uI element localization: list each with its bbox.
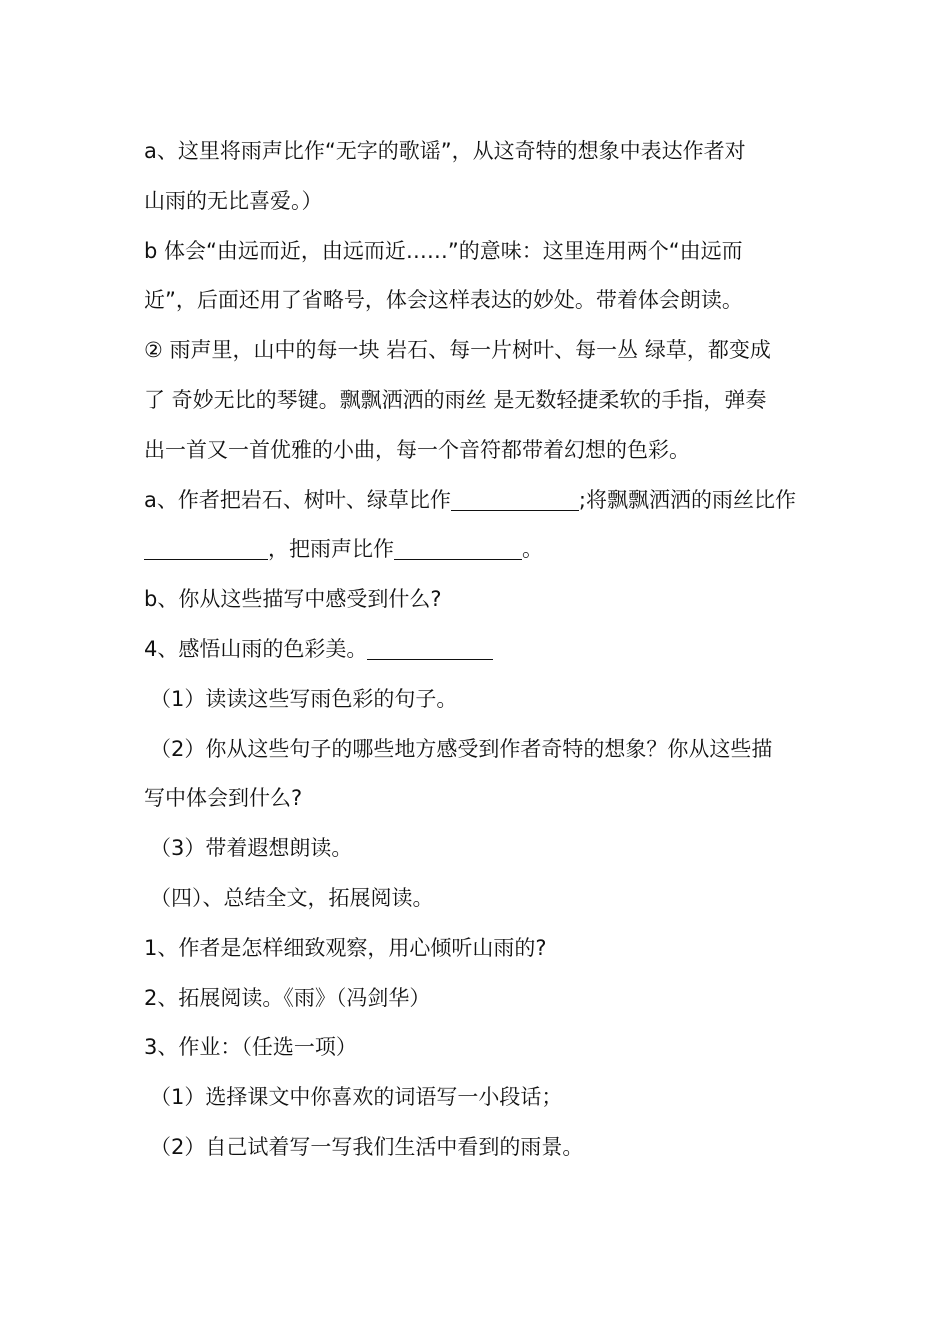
answer-blank-3[interactable] — [394, 537, 522, 560]
list-item-2: 2、拓展阅读。《雨》（冯剑华） — [144, 985, 431, 1010]
text-line-5: ② 雨声里，山中的每一块 岩石、每一片树叶、每一丛 绿草，都变成 — [144, 338, 771, 363]
fill-b-end: 。 — [522, 537, 543, 562]
fill-in-question-a — [144, 476, 810, 526]
fill-a-prefix: a、作者把岩石、树叶、绿草比作 — [144, 487, 451, 512]
sub-item-2: （2）你从这些句子的哪些地方感受到作者奇特的想象？你从这些描 — [150, 736, 773, 761]
fill-a-suffix: ;将飘飘洒洒的雨丝比作 — [578, 487, 796, 512]
homework-option-1: （1）选择课文中你喜欢的词语写一小段话； — [150, 1085, 563, 1110]
text-line-7: 出一首又一首优雅的小曲，每一个音符都带着幻想的色彩。 — [144, 437, 690, 462]
list-item-1: 1、作者是怎样细致观察，用心倾听山雨的? — [144, 935, 547, 960]
text-line-3: b 体会“由远而近，由远而近……”的意味：这里连用两个“由远而 — [144, 238, 743, 263]
question-b: b、你从这些描写中感受到什么? — [144, 587, 442, 612]
sub-item-3: （3）带着遐想朗读。 — [150, 836, 353, 861]
text-line-1: a、这里将雨声比作“无字的歌谣”，从这奇特的想象中表达作者对 — [144, 139, 746, 163]
fill-in-question-a-cont — [144, 525, 810, 575]
item-4-text: 4、感悟山雨的色彩美。 — [144, 636, 368, 661]
answer-blank-4[interactable] — [367, 637, 493, 660]
item-4 — [144, 625, 810, 675]
text-line-4: 近”，后面还用了省略号，体会这样表达的妙处。带着体会朗读。 — [144, 288, 743, 313]
sub-item-1: （1）读读这些写雨色彩的句子。 — [150, 686, 458, 711]
homework-option-2: （2）自己试着写一写我们生活中看到的雨景。 — [150, 1134, 584, 1159]
list-item-3: 3、作业：（任选一项） — [144, 1035, 357, 1060]
fill-b-middle: ，把雨声比作 — [268, 537, 394, 562]
text-line-6: 了 奇妙无比的琴键。飘飘洒洒的雨丝 是无数轻捷柔软的手指，弹奏 — [144, 387, 767, 412]
section-heading-4: （四）、总结全文，拓展阅读。 — [150, 885, 434, 910]
answer-blank-1[interactable] — [451, 488, 579, 511]
sub-item-2-cont: 写中体会到什么? — [144, 786, 303, 811]
answer-blank-2[interactable] — [144, 537, 268, 560]
text-line-2: 山雨的无比喜爱。） — [144, 188, 323, 213]
document-body — [144, 127, 810, 1173]
